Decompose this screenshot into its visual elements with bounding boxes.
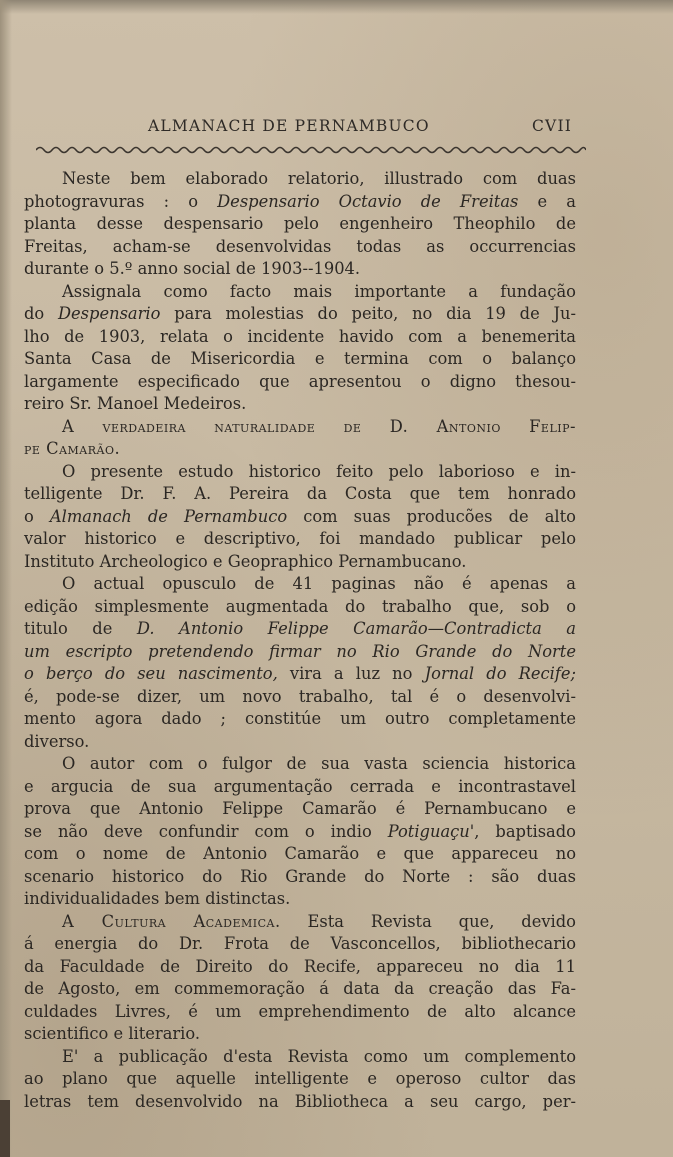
text-run: para molestias do peito, no dia 19 de Ju- — [160, 304, 576, 323]
text-line — [24, 641, 576, 664]
text-line — [24, 618, 576, 641]
section-heading-camarao — [24, 416, 576, 461]
text-line: Freitas, acham-se desenvolvidas todas as occurrencias — [24, 236, 576, 256]
paragraph-relatorio — [24, 168, 576, 281]
text-line: e argucia de sua argumentação cerrada e incontrastavel — [24, 776, 576, 796]
text-line — [24, 663, 576, 686]
text-line: com o nome de Antonio Camarão e que appareceu no — [24, 844, 576, 863]
page-body — [24, 168, 576, 1113]
text-run: e a — [518, 191, 576, 211]
text-line: E' a publicação d'esta Revista como um complemento — [62, 1046, 576, 1066]
italic-text: o berço do seu nascimento, — [24, 664, 278, 683]
text-line: scientifico e literario. — [24, 1024, 201, 1043]
text-line: largamente especificado que apresentou o digno thesou- — [24, 371, 576, 391]
text-line: reiro Sr. Manoel Medeiros. — [24, 394, 247, 413]
paragraph-opusculo — [24, 573, 576, 753]
text-line: O actual opusculo de 41 paginas não é apenas a — [62, 574, 576, 593]
text-line: á energia do Dr. Frota de Vasconcellos, bibliothecario — [24, 934, 576, 953]
running-title: ALMANACH DE PERNAMBUCO — [148, 117, 430, 135]
text-line: da Faculdade de Direito do Recife, appareceu no dia 11 — [24, 956, 576, 976]
running-header — [0, 117, 673, 141]
text-line: Instituto Archeologico e Geopraphico Pernambucano. — [24, 551, 467, 571]
text-line: lho de 1903, relata o incidente havido com a benemerita — [24, 326, 576, 346]
text-line — [24, 303, 576, 326]
paragraph-assignala — [24, 281, 576, 416]
text-run: o — [24, 506, 50, 526]
italic-text: um escripto pretendendo firmar no Rio Grande do Norte — [24, 641, 576, 661]
text-run: photogravuras : o — [24, 191, 218, 211]
text-line: é, pode-se dizer, um novo trabalho, tal é o desenvolvi- — [24, 686, 576, 706]
text-line: O autor com o fulgor de sua vasta sciencia historica — [62, 754, 576, 773]
italic-text: Potiguaçu — [387, 821, 470, 841]
book-spine-shadow — [0, 1100, 10, 1157]
wavy-rule-divider — [36, 144, 586, 156]
text-line: individualidades bem distinctas. — [24, 889, 291, 908]
paragraph-autor — [24, 753, 576, 911]
italic-text: Almanach de Pernambuco — [49, 506, 288, 526]
text-run: com suas producões de alto — [287, 506, 576, 526]
italic-text: Despensario Octavio de Freitas — [217, 191, 519, 211]
text-line: valor historico e descriptivo, foi mandado publicar pelo — [24, 529, 576, 548]
text-line: Assignala como facto mais importante a fundação — [62, 281, 576, 301]
text-line: O presente estudo historico feito pelo laborioso e in- — [62, 461, 576, 481]
italic-text: Jornal do Recife; — [424, 664, 577, 683]
text-line — [24, 911, 576, 934]
text-line: prova que Antonio Felippe Camarão é Pernambucano e — [24, 799, 576, 818]
text-line: ao plano que aquelle intelligente e operoso cultor das — [24, 1069, 576, 1088]
text-line: edição simplesmente augmentada do trabalho que, sob o — [24, 596, 576, 616]
text-run: titulo de — [24, 619, 137, 638]
text-line: diverso. — [24, 731, 90, 751]
text-run: se não deve confundir com o indio — [24, 821, 388, 841]
text-line: culdades Livres, é um emprehendimento de alto alcance — [24, 1001, 576, 1021]
italic-text: Despensario — [57, 304, 161, 323]
section-heading-inline: A Cultura Academica. — [62, 911, 281, 931]
section-heading-line: A verdadeira naturalidade de D. Antonio Felip- — [62, 416, 576, 436]
text-line — [24, 506, 576, 529]
page-left-edge — [0, 0, 12, 1157]
text-run: vira a luz no — [277, 664, 425, 683]
text-line: durante o 5.º anno social de 1903--1904. — [24, 259, 361, 278]
text-line: letras tem desenvolvido na Bibliotheca a seu cargo, per- — [24, 1091, 576, 1111]
text-line: telligente Dr. F. A. Pereira da Costa que tem honrado — [24, 484, 576, 503]
paragraph-estudo — [24, 461, 576, 574]
page-number: CVII — [532, 117, 573, 135]
paragraph-cultura-academica — [24, 911, 576, 1046]
text-line: scenario historico do Rio Grande do Norte : são duas — [24, 866, 576, 886]
text-line: planta desse despensario pelo engenheiro Theophilo de — [24, 214, 576, 233]
text-line — [24, 821, 576, 844]
text-run: do — [24, 304, 58, 323]
text-line: Santa Casa de Misericordia e termina com o balanço — [24, 349, 576, 368]
text-line: mento agora dado ; constitúe um outro completamente — [24, 709, 576, 728]
page-top-edge — [0, 0, 673, 14]
text-line: Neste bem elaborado relatorio, illustrado com duas — [62, 169, 576, 188]
section-heading-line: pe Camarão. — [24, 439, 121, 458]
text-run: Esta Revista que, devido — [307, 911, 576, 931]
text-line: de Agosto, em commemoração á data da creação das Fa- — [24, 979, 576, 998]
text-run: ', baptisado — [469, 821, 576, 841]
italic-text: D. Antonio Felippe Camarão—Contradicta a — [136, 619, 576, 638]
paragraph-publicacao — [24, 1046, 576, 1114]
text-line — [24, 191, 576, 214]
